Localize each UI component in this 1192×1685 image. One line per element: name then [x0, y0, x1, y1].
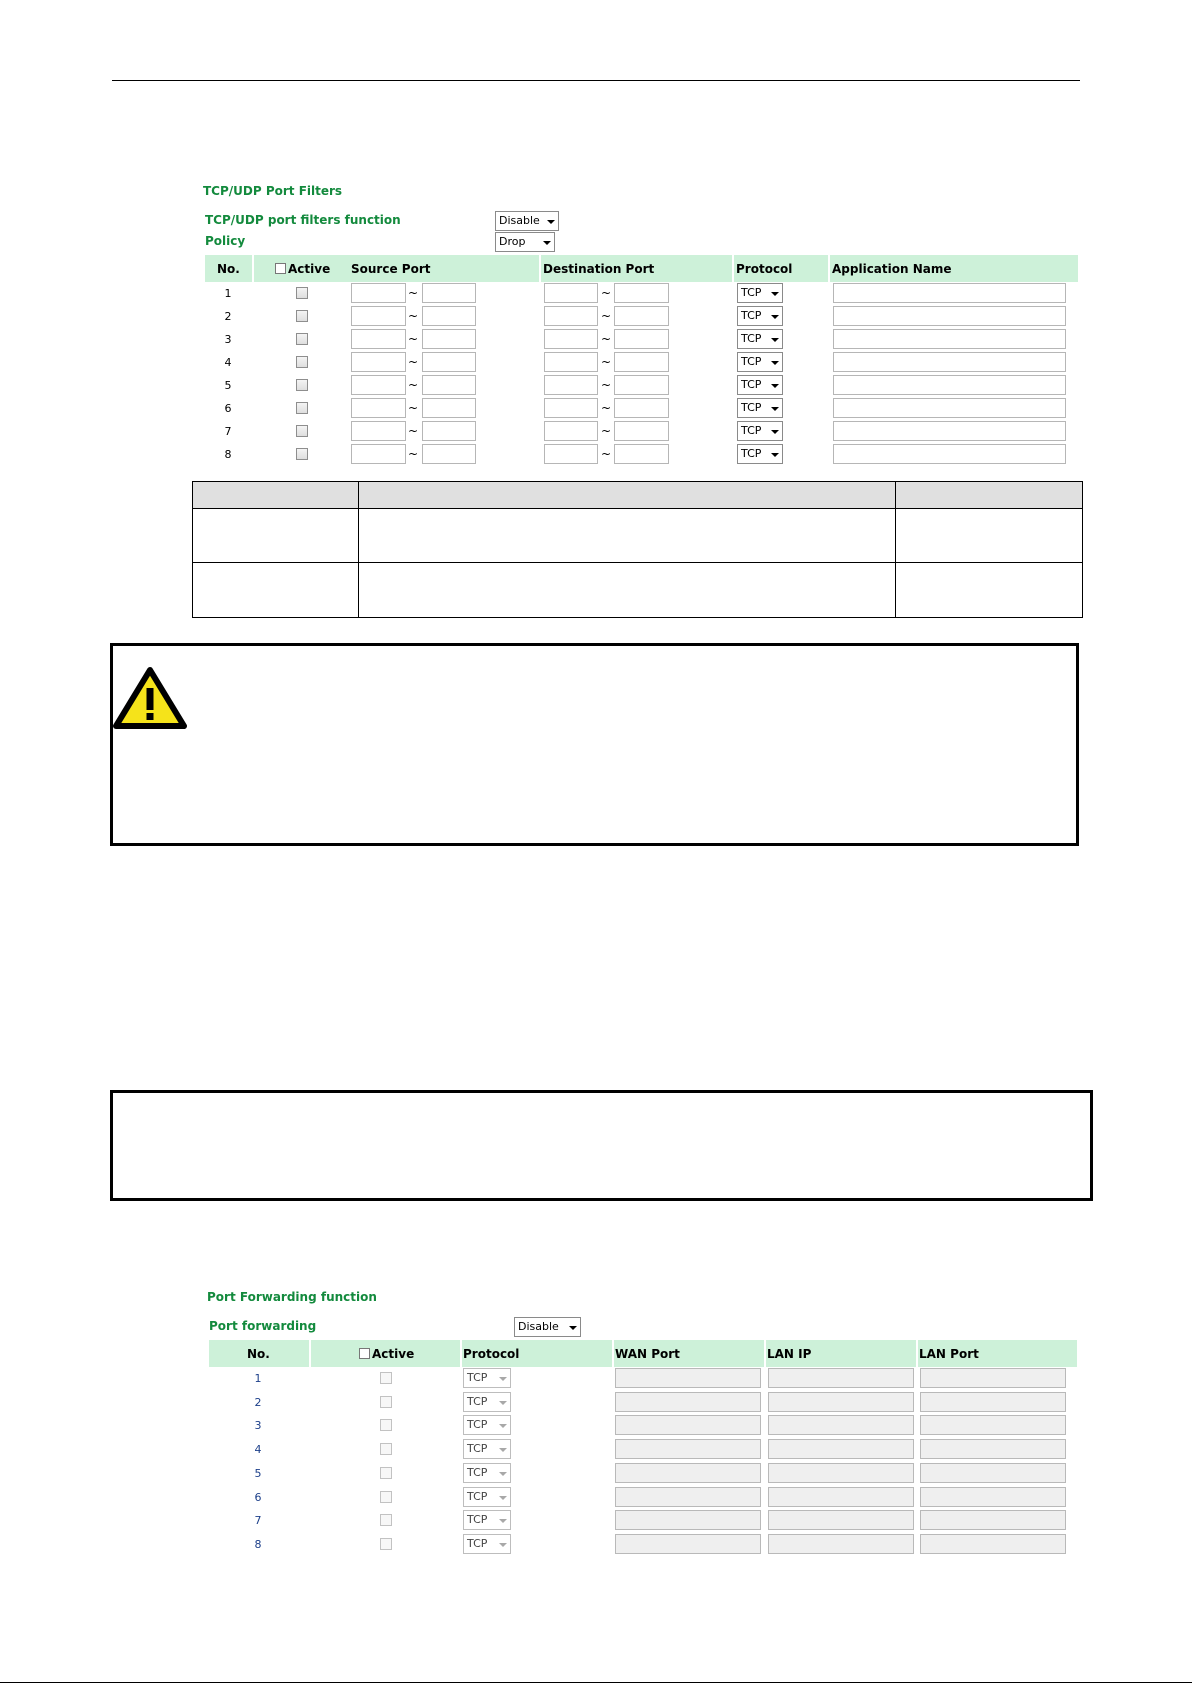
application-name-input[interactable] [833, 352, 1066, 372]
source-port-end-input[interactable] [422, 329, 476, 349]
protocol-value: TCP [741, 424, 762, 437]
lan-ip-input[interactable] [768, 1439, 914, 1459]
row-number: 7 [224, 425, 232, 438]
port-filters-function-value: Disable [499, 214, 540, 227]
active-checkbox[interactable] [296, 379, 308, 391]
col-active [359, 1340, 414, 1367]
chevron-down-icon [499, 1401, 507, 1405]
lan-ip-input[interactable] [768, 1487, 914, 1507]
col-active [275, 255, 330, 282]
protocol-value: TCP [741, 378, 762, 391]
chevron-down-icon [771, 407, 779, 411]
row-number: 7 [254, 1514, 262, 1528]
active-checkbox[interactable] [380, 1396, 392, 1408]
destination-port-start-input[interactable] [544, 398, 598, 418]
lan-ip-input[interactable] [768, 1463, 914, 1483]
policy-value: Drop [499, 235, 526, 248]
range-separator: ~ [601, 286, 612, 300]
range-separator: ~ [601, 355, 612, 369]
range-separator: ~ [408, 309, 419, 323]
chevron-down-icon [569, 1326, 577, 1330]
chevron-down-icon [771, 453, 779, 457]
destination-port-end-input[interactable] [614, 421, 669, 441]
wan-port-input[interactable] [615, 1463, 761, 1483]
protocol-select[interactable] [463, 1534, 511, 1554]
row-number: 4 [254, 1443, 262, 1457]
range-separator: ~ [601, 378, 612, 392]
footer-rule [0, 1682, 1192, 1683]
parameter-table [192, 481, 1083, 618]
wan-port-input[interactable] [615, 1415, 761, 1435]
port-forwarding-panel [0, 1270, 1192, 1560]
active-checkbox[interactable] [296, 310, 308, 322]
protocol-value: TCP [741, 447, 762, 460]
destination-port-end-input[interactable] [614, 306, 669, 326]
protocol-select[interactable] [463, 1368, 511, 1388]
source-port-start-input[interactable] [351, 375, 406, 395]
header-divider [764, 1340, 766, 1367]
protocol-select[interactable] [737, 306, 783, 326]
chevron-down-icon [771, 384, 779, 388]
protocol-value: TCP [467, 1489, 488, 1503]
destination-port-start-input[interactable] [544, 306, 598, 326]
source-port-end-input[interactable] [422, 352, 476, 372]
port-filters-panel [0, 0, 1192, 470]
range-separator: ~ [408, 378, 419, 392]
col-protocol: Protocol [463, 1347, 520, 1361]
destination-port-end-input[interactable] [614, 444, 669, 464]
range-separator: ~ [408, 447, 419, 461]
active-checkbox[interactable] [296, 333, 308, 345]
header-divider [916, 1340, 918, 1367]
row-number: 4 [224, 356, 232, 369]
application-name-input[interactable] [833, 421, 1066, 441]
range-separator: ~ [601, 424, 612, 438]
lan-port-input[interactable] [920, 1487, 1066, 1507]
application-name-input[interactable] [833, 444, 1066, 464]
active-checkbox[interactable] [296, 425, 308, 437]
row-number: 2 [254, 1395, 262, 1409]
port-filters-title: TCP/UDP Port Filters [203, 184, 343, 198]
parameter-table-header [193, 482, 1082, 508]
destination-port-start-input[interactable] [544, 421, 598, 441]
row-number: 2 [224, 310, 232, 323]
protocol-select[interactable] [463, 1415, 511, 1435]
col-active-label: Active [288, 262, 331, 276]
header-divider [732, 255, 734, 282]
range-separator: ~ [408, 424, 419, 438]
active-checkbox[interactable] [380, 1491, 392, 1503]
application-name-input[interactable] [833, 375, 1066, 395]
active-checkbox[interactable] [296, 356, 308, 368]
destination-port-start-input[interactable] [544, 283, 598, 303]
application-name-input[interactable] [833, 306, 1066, 326]
port-forwarding-table-header [209, 1340, 1077, 1367]
policy-select[interactable] [495, 232, 555, 252]
header-divider [460, 1340, 462, 1367]
col-lan-ip: LAN IP [767, 1347, 812, 1361]
wan-port-input[interactable] [615, 1392, 761, 1412]
source-port-start-input[interactable] [351, 329, 406, 349]
chevron-down-icon [771, 430, 779, 434]
row-number: 3 [224, 333, 232, 346]
table-rule [895, 482, 896, 617]
protocol-value: TCP [741, 309, 762, 322]
protocol-value: TCP [467, 1465, 488, 1479]
range-separator: ~ [408, 286, 419, 300]
source-port-end-input[interactable] [422, 444, 476, 464]
row-number: 8 [254, 1537, 262, 1551]
chevron-down-icon [499, 1519, 507, 1523]
col-protocol: Protocol [736, 262, 793, 276]
source-port-start-input[interactable] [351, 306, 406, 326]
protocol-value: TCP [741, 286, 762, 299]
chevron-down-icon [543, 241, 551, 245]
col-source-port: Source Port [351, 262, 431, 276]
row-number: 1 [254, 1372, 262, 1385]
active-checkbox[interactable] [380, 1514, 392, 1526]
protocol-value: TCP [467, 1394, 488, 1408]
range-separator: ~ [408, 401, 419, 415]
chevron-down-icon [499, 1424, 507, 1428]
destination-port-start-input[interactable] [544, 352, 598, 372]
source-port-start-input[interactable] [351, 444, 406, 464]
destination-port-end-input[interactable] [614, 398, 669, 418]
source-port-end-input[interactable] [422, 398, 476, 418]
col-no: No. [247, 1347, 270, 1361]
wan-port-input[interactable] [615, 1534, 761, 1554]
protocol-value: TCP [467, 1442, 488, 1456]
protocol-select[interactable] [463, 1510, 511, 1530]
protocol-value: TCP [741, 401, 762, 414]
table-rule [358, 482, 359, 617]
source-port-start-input[interactable] [351, 283, 406, 303]
lan-port-input[interactable] [920, 1368, 1066, 1388]
application-name-input[interactable] [833, 398, 1066, 418]
active-checkbox[interactable] [380, 1443, 392, 1455]
table-rule [193, 508, 1082, 509]
destination-port-end-input[interactable] [614, 329, 669, 349]
lan-ip-input[interactable] [768, 1415, 914, 1435]
active-checkbox[interactable] [296, 287, 308, 299]
col-destination-port: Destination Port [543, 262, 655, 276]
protocol-select[interactable] [737, 398, 783, 418]
port-filters-function-label: TCP/UDP port filters function [205, 213, 401, 227]
lan-ip-input[interactable] [768, 1510, 914, 1530]
port-forwarding-value: Disable [518, 1320, 559, 1333]
chevron-down-icon [499, 1377, 507, 1381]
source-port-start-input[interactable] [351, 352, 406, 372]
row-number: 1 [224, 287, 232, 300]
protocol-value: TCP [741, 332, 762, 345]
lan-ip-input[interactable] [768, 1392, 914, 1412]
note-box [110, 1090, 1093, 1201]
active-checkbox[interactable] [296, 448, 308, 460]
wan-port-input[interactable] [615, 1487, 761, 1507]
row-number: 6 [254, 1490, 262, 1504]
chevron-down-icon [771, 315, 779, 319]
row-number: 8 [224, 448, 232, 461]
warning-triangle-icon [113, 666, 187, 730]
lan-ip-input[interactable] [768, 1368, 914, 1388]
port-forwarding-label: Port forwarding [209, 1319, 317, 1333]
range-separator: ~ [408, 332, 419, 346]
row-number: 6 [224, 402, 232, 415]
active-checkbox[interactable] [380, 1538, 392, 1550]
source-port-start-input[interactable] [351, 398, 406, 418]
protocol-select[interactable] [737, 375, 783, 395]
port-filters-table-header [205, 255, 1078, 282]
protocol-value: TCP [467, 1371, 488, 1384]
chevron-down-icon [499, 1448, 507, 1452]
chevron-down-icon [771, 361, 779, 365]
protocol-select[interactable] [737, 283, 783, 303]
protocol-select[interactable] [737, 421, 783, 441]
chevron-down-icon [771, 292, 779, 296]
row-number: 5 [254, 1466, 262, 1480]
range-separator: ~ [601, 401, 612, 415]
protocol-value: TCP [467, 1418, 488, 1432]
col-no: No. [217, 262, 240, 276]
protocol-value: TCP [467, 1513, 488, 1527]
lan-port-input[interactable] [920, 1392, 1066, 1412]
header-divider [252, 255, 254, 282]
protocol-select[interactable] [737, 329, 783, 349]
lan-port-input[interactable] [920, 1439, 1066, 1459]
header-divider [612, 1340, 614, 1367]
header-divider [539, 255, 541, 282]
destination-port-start-input[interactable] [544, 329, 598, 349]
protocol-select[interactable] [737, 444, 783, 464]
source-port-start-input[interactable] [351, 421, 406, 441]
application-name-input[interactable] [833, 283, 1066, 303]
active-checkbox[interactable] [380, 1372, 392, 1384]
header-divider [309, 1340, 311, 1367]
source-port-end-input[interactable] [422, 306, 476, 326]
destination-port-end-input[interactable] [614, 352, 669, 372]
col-active-label: Active [372, 1347, 415, 1361]
source-port-end-input[interactable] [422, 283, 476, 303]
wan-port-input[interactable] [615, 1439, 761, 1459]
port-forwarding-title: Port Forwarding function [207, 1290, 377, 1304]
protocol-select[interactable] [463, 1439, 511, 1459]
source-port-end-input[interactable] [422, 421, 476, 441]
wan-port-input[interactable] [615, 1368, 761, 1388]
protocol-value: TCP [467, 1536, 488, 1550]
destination-port-start-input[interactable] [544, 444, 598, 464]
port-forwarding-select[interactable] [514, 1317, 581, 1337]
policy-label: Policy [205, 234, 246, 248]
select-all-checkbox[interactable] [275, 263, 286, 274]
col-lan-port: LAN Port [919, 1347, 979, 1361]
row-number: 3 [254, 1419, 262, 1433]
protocol-select[interactable] [737, 352, 783, 372]
application-name-input[interactable] [833, 329, 1066, 349]
port-filters-function-select[interactable] [495, 211, 559, 231]
chevron-down-icon [771, 338, 779, 342]
select-all-checkbox[interactable] [359, 1348, 370, 1359]
protocol-select[interactable] [463, 1487, 511, 1507]
table-rule [193, 562, 1082, 563]
warning-box [110, 643, 1079, 846]
chevron-down-icon [499, 1496, 507, 1500]
chevron-down-icon [547, 220, 555, 224]
col-application-name: Application Name [832, 262, 952, 276]
active-checkbox[interactable] [296, 402, 308, 414]
destination-port-start-input[interactable] [544, 375, 598, 395]
destination-port-end-input[interactable] [614, 375, 669, 395]
lan-port-input[interactable] [920, 1510, 1066, 1530]
active-checkbox[interactable] [380, 1467, 392, 1479]
range-separator: ~ [601, 309, 612, 323]
lan-port-input[interactable] [920, 1415, 1066, 1435]
lan-port-input[interactable] [920, 1463, 1066, 1483]
protocol-select[interactable] [463, 1463, 511, 1483]
col-wan-port: WAN Port [615, 1347, 680, 1361]
range-separator: ~ [408, 355, 419, 369]
source-port-end-input[interactable] [422, 375, 476, 395]
row-number: 5 [224, 379, 232, 392]
range-separator: ~ [601, 332, 612, 346]
header-divider [828, 255, 830, 282]
lan-ip-input[interactable] [768, 1534, 914, 1554]
range-separator: ~ [601, 447, 612, 461]
protocol-value: TCP [741, 355, 762, 368]
active-checkbox[interactable] [380, 1419, 392, 1431]
lan-port-input[interactable] [920, 1534, 1066, 1554]
wan-port-input[interactable] [615, 1510, 761, 1530]
protocol-select[interactable] [463, 1392, 511, 1412]
destination-port-end-input[interactable] [614, 283, 669, 303]
chevron-down-icon [499, 1543, 507, 1547]
chevron-down-icon [499, 1472, 507, 1476]
